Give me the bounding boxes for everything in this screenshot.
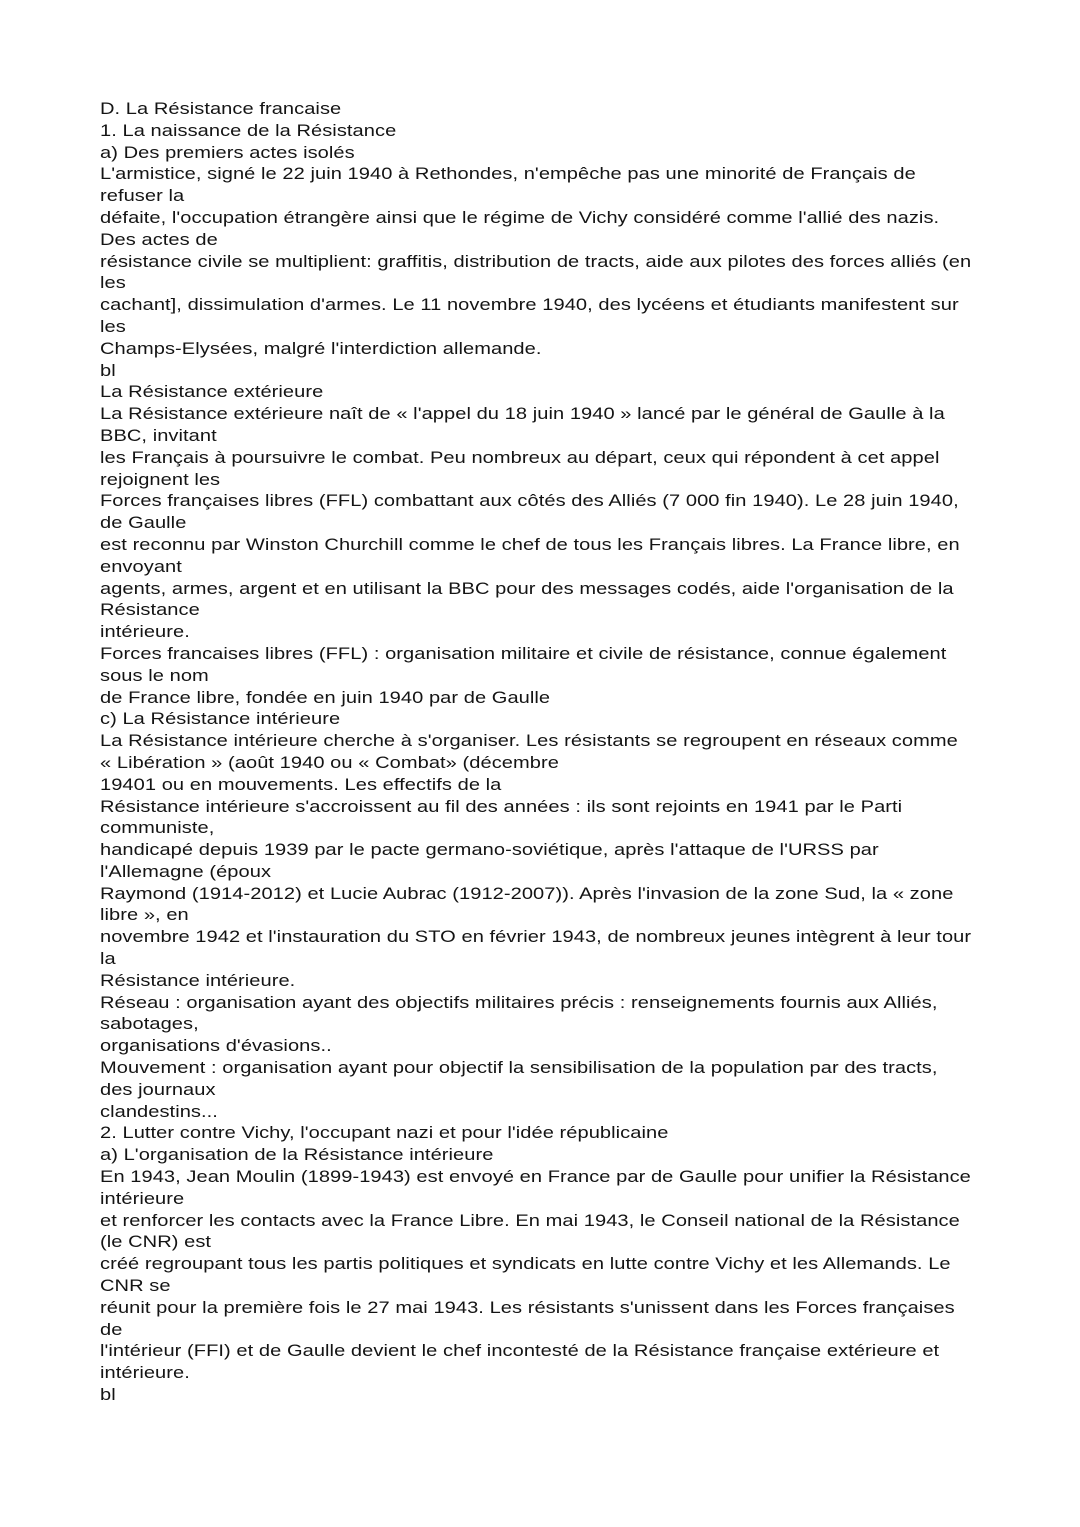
text-line: clandestins... (100, 1101, 218, 1121)
text-line: et renforcer les contacts avec la France Libre. En mai 1943, le Conseil national de la Résistance (100, 1210, 960, 1230)
text-line: a) Des premiers actes isolés (100, 142, 355, 162)
text-line: l'intérieur (FFI) et de Gaulle devient le chef incontesté de la Résistance française extérieure et (100, 1341, 940, 1361)
text-line: intérieure. (100, 622, 190, 642)
text-line: 1. La naissance de la Résistance (100, 120, 397, 140)
text-line: c) La Résistance intérieure (100, 709, 341, 729)
text-line: bl (100, 1385, 116, 1405)
text-line: L'armistice, signé le 22 juin 1940 à Rethondes, n'empêche pas une minorité de Français de (100, 164, 916, 184)
text-line: de (100, 1319, 123, 1339)
text-line: La Résistance extérieure (100, 382, 324, 402)
text-line: organisations d'évasions.. (100, 1036, 332, 1056)
document-text-block (100, 98, 971, 1406)
text-line: rejoignent les (100, 469, 221, 489)
text-line: Résistance intérieure s'accroissent au fil des années : ils sont rejoints en 1941 par le Parti (100, 796, 903, 816)
text-line: Résistance intérieure. (100, 970, 296, 990)
text-line: envoyant (100, 556, 182, 576)
text-line: La Résistance extérieure naît de « l'appel du 18 juin 1940 » lancé par le général de Gaulle à la (100, 404, 945, 424)
text-line: bl (100, 360, 116, 380)
text-line: CNR se (100, 1276, 171, 1296)
text-line: des journaux (100, 1079, 216, 1099)
text-line: Forces françaises libres (FFL) combattant aux côtés des Alliés (7 000 fin 1940). Le 28 juin 1940, (100, 491, 959, 511)
text-line: BBC, invitant (100, 425, 217, 445)
text-line: En 1943, Jean Moulin (1899-1943) est envoyé en France par de Gaulle pour unifier la Résistance (100, 1167, 971, 1187)
text-line: la (100, 949, 116, 969)
text-line: (le CNR) est (100, 1232, 212, 1252)
text-line: Champs-Elysées, malgré l'interdiction allemande. (100, 338, 542, 358)
text-line: Forces francaises libres (FFL) : organisation militaire et civile de résistance, connue également (100, 643, 947, 663)
text-line: novembre 1942 et l'instauration du STO en février 1943, de nombreux jeunes intègrent à leur tour (100, 927, 972, 947)
text-line: Résistance (100, 600, 200, 620)
text-line: « Libération » (août 1940 ou « Combat» (décembre (100, 752, 559, 772)
text-line: Mouvement : organisation ayant pour objectif la sensibilisation de la population par des tracts, (100, 1058, 938, 1078)
text-line: Raymond (1914-2012) et Lucie Aubrac (1912-2007)). Après l'invasion de la zone Sud, la « zone (100, 883, 954, 903)
text-line: 19401 ou en mouvements. Les effectifs de la (100, 774, 502, 794)
text-line: résistance civile se multiplient: graffitis, distribution de tracts, aide aux pilotes des forces alliés (en (100, 251, 972, 271)
text-line: réunit pour la première fois le 27 mai 1943. Les résistants s'unissent dans les Forces françaises (100, 1297, 955, 1317)
text-line: La Résistance intérieure cherche à s'organiser. Les résistants se regroupent en réseaux comme (100, 731, 958, 751)
text-line: cachant], dissimulation d'armes. Le 11 novembre 1940, des lycéens et étudiants manifestent sur (100, 295, 959, 315)
text-line: a) L'organisation de la Résistance intérieure (100, 1145, 494, 1165)
text-line: défaite, l'occupation étrangère ainsi que le régime de Vichy considéré comme l'allié des nazis. (100, 207, 940, 227)
text-line: est reconnu par Winston Churchill comme le chef de tous les Français libres. La France libre, en (100, 534, 960, 554)
text-line: intérieure (100, 1188, 185, 1208)
text-line: de Gaulle (100, 513, 187, 533)
text-line: intérieure. (100, 1363, 190, 1383)
text-line: les (100, 273, 126, 293)
text-line: les (100, 316, 126, 336)
text-line: les Français à poursuivre le combat. Peu nombreux au départ, ceux qui répondent à cet appel (100, 447, 940, 467)
text-line: handicapé depuis 1939 par le pacte germano-soviétique, après l'attaque de l'URSS par (100, 840, 879, 860)
text-line: l'Allemagne (époux (100, 861, 272, 881)
text-line: D. La Résistance francaise (100, 99, 342, 118)
text-line: communiste, (100, 818, 215, 838)
text-line: Réseau : organisation ayant des objectifs militaires précis : renseignements fournis aux Alliés, (100, 992, 938, 1012)
text-line: 2. Lutter contre Vichy, l'occupant nazi et pour l'idée républicaine (100, 1123, 669, 1143)
text-line: créé regroupant tous les partis politiques et syndicats en lutte contre Vichy et les Allemands. Le (100, 1254, 951, 1274)
text-line: refuser la (100, 186, 185, 206)
text-line: Des actes de (100, 229, 218, 249)
text-line: agents, armes, argent et en utilisant la BBC pour des messages codés, aide l'organisation de la (100, 578, 954, 598)
text-line: sabotages, (100, 1014, 199, 1034)
text-line: libre », en (100, 905, 189, 925)
text-line: sous le nom (100, 665, 209, 685)
text-line: de France libre, fondée en juin 1940 par de Gaulle (100, 687, 551, 707)
